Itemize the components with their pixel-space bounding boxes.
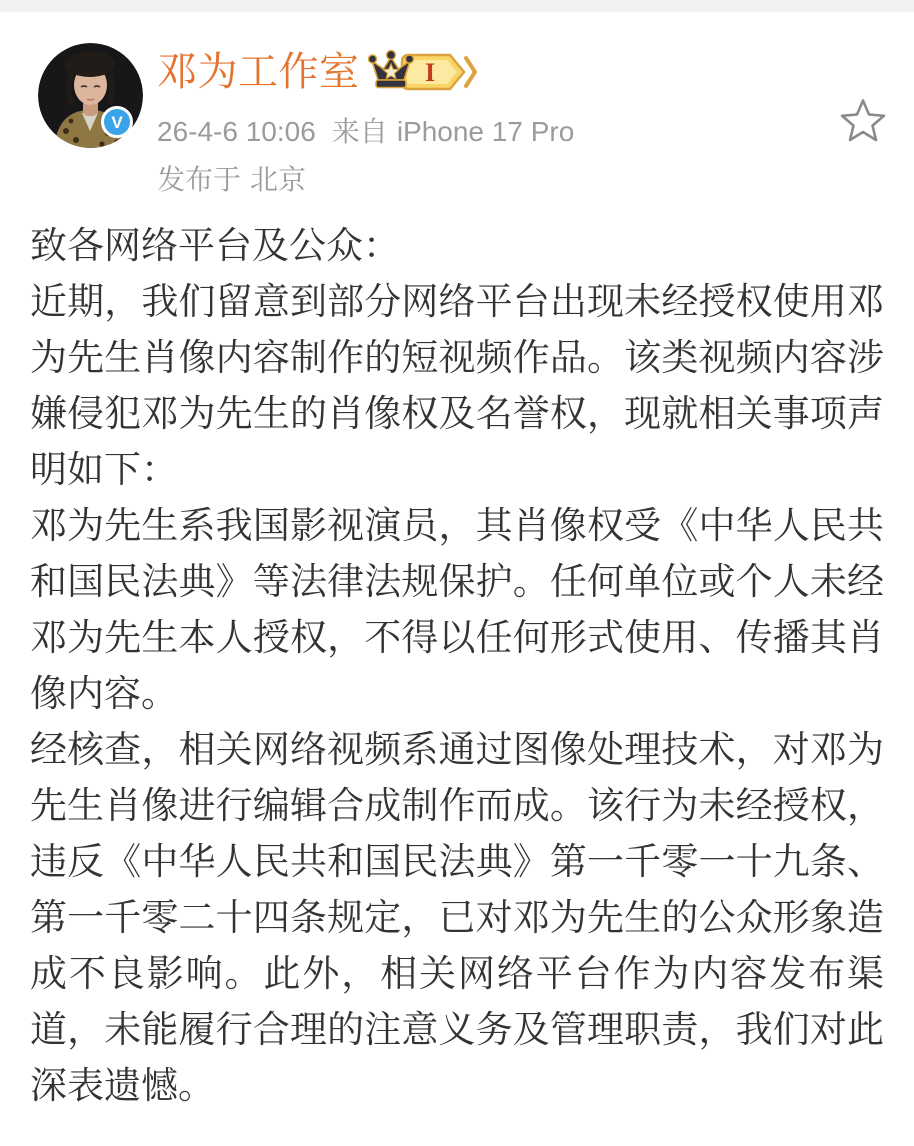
post-meta — [157, 115, 574, 149]
post-paragraph: 近期，我们留意到部分网络平台出现未经授权使用邓为先生肖像内容制作的短视频作品。该类视频内容涉嫌侵犯邓为先生的肖像权及名誉权，现就相关事项声明如下： — [30, 281, 884, 490]
location-prefix: 发布于 — [157, 164, 242, 195]
post-paragraph: 致各网络平台及公众： — [30, 225, 400, 266]
location-name: 北京 — [250, 164, 307, 195]
post-paragraph: 经核查，相关网络视频系通过图像处理技术，对邓为先生肖像进行编辑合成制作而成。该行为未经授权，违反《中华人民共和国民法典》第一千零一十九条、第一千零二十四条规定，已对邓为先生的公众形象造成不良影响。此外，相关网络平台作为内容发布渠道，未能履行合理的注意义务及管理职责，我们对此深表遗憾。 — [30, 729, 884, 1106]
source-prefix: 来自 — [331, 116, 388, 147]
post-header — [30, 43, 884, 197]
weibo-post — [0, 43, 914, 1114]
header-info — [157, 43, 574, 197]
post-body — [30, 218, 884, 1114]
screen-top-strip — [0, 0, 914, 12]
avatar[interactable] — [38, 43, 143, 148]
username[interactable]: 邓为工作室 — [157, 50, 360, 94]
vip-level-numeral: I — [424, 58, 435, 87]
post-location[interactable] — [157, 163, 574, 197]
source-device[interactable]: iPhone 17 Pro — [396, 116, 575, 147]
verified-badge-icon: V — [101, 106, 133, 138]
post-timestamp: 26-4-6 10:06 — [157, 116, 316, 147]
vip-crown-icon[interactable] — [367, 49, 477, 95]
post-paragraph: 邓为先生系我国影视演员，其肖像权受《中华人民共和国民法典》等法律法规保护。任何单位或个人未经邓为先生本人授权，不得以任何形式使用、传播其肖像内容。 — [30, 505, 884, 714]
favorite-star-icon[interactable] — [838, 95, 888, 145]
